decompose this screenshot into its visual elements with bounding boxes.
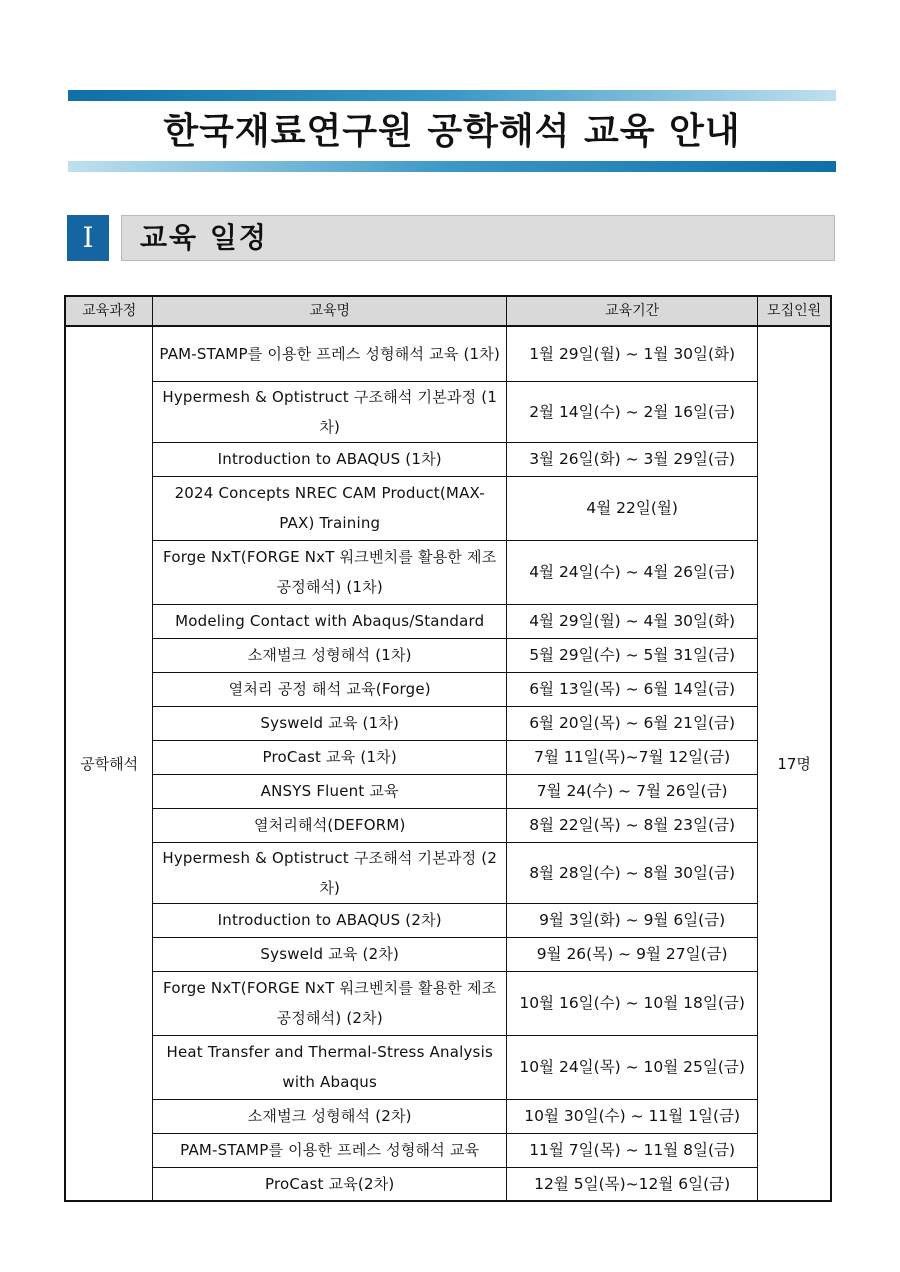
period-cell: 2월 14일(수) ~ 2월 16일(금) (507, 381, 758, 442)
course-name-cell: Introduction to ABAQUS (2차) (153, 903, 507, 937)
period-cell: 8월 28일(수) ~ 8월 30일(금) (507, 842, 758, 903)
period-cell: 10월 30일(수) ~ 11월 1일(금) (507, 1099, 758, 1133)
period-cell: 5월 29일(수) ~ 5월 31일(금) (507, 638, 758, 672)
course-name-cell: Heat Transfer and Thermal-Stress Analysis with Abaqus (153, 1035, 507, 1099)
title-top-bar (68, 90, 836, 101)
course-name-cell: Hypermesh & Optistruct 구조해석 기본과정 (1차) (153, 381, 507, 442)
table-row (65, 937, 831, 971)
course-name-cell: Modeling Contact with Abaqus/Standard (153, 604, 507, 638)
period-cell: 8월 22일(목) ~ 8월 23일(금) (507, 808, 758, 842)
table-row (65, 638, 831, 672)
period-cell: 3월 26일(화) ~ 3월 29일(금) (507, 442, 758, 476)
course-type-cell: 공학해석 (65, 326, 153, 1201)
table-row (65, 774, 831, 808)
table-row (65, 971, 831, 1035)
table-row (65, 672, 831, 706)
table-row (65, 1167, 831, 1201)
course-name-cell: 2024 Concepts NREC CAM Product(MAX-PAX) Training (153, 476, 507, 540)
period-cell: 7월 11일(목)~7월 12일(금) (507, 740, 758, 774)
table-row (65, 808, 831, 842)
table-header-row (65, 296, 831, 326)
period-cell: 10월 24일(목) ~ 10월 25일(금) (507, 1035, 758, 1099)
course-name-cell: Sysweld 교육 (2차) (153, 937, 507, 971)
table-row (65, 842, 831, 903)
table-row (65, 1133, 831, 1167)
title-bottom-bar (68, 161, 836, 172)
course-name-cell: Sysweld 교육 (1차) (153, 706, 507, 740)
course-name-cell: ProCast 교육(2차) (153, 1167, 507, 1201)
course-name-cell: PAM-STAMP를 이용한 프레스 성형해석 교육 (1차) (153, 326, 507, 381)
period-cell: 1월 29일(월) ~ 1월 30일(화) (507, 326, 758, 381)
table-row (65, 1035, 831, 1099)
table-row (65, 1099, 831, 1133)
header-capacity: 모집인원 (758, 296, 831, 326)
table-row (65, 604, 831, 638)
period-cell: 7월 24(수) ~ 7월 26일(금) (507, 774, 758, 808)
period-cell: 12월 5일(목)~12월 6일(금) (507, 1167, 758, 1201)
course-name-cell: 소재벌크 성형해석 (1차) (153, 638, 507, 672)
section-title: 교육 일정 (140, 221, 268, 254)
period-cell: 10월 16일(수) ~ 10월 18일(금) (507, 971, 758, 1035)
course-name-cell: 열처리 공정 해석 교육(Forge) (153, 672, 507, 706)
header-course-name: 교육명 (153, 296, 507, 326)
period-cell: 4월 22일(월) (507, 476, 758, 540)
table-row (65, 706, 831, 740)
table-row (65, 381, 831, 442)
period-cell: 6월 20일(목) ~ 6월 21일(금) (507, 706, 758, 740)
course-name-cell: 열처리해석(DEFORM) (153, 808, 507, 842)
period-cell: 9월 26(목) ~ 9월 27일(금) (507, 937, 758, 971)
course-name-cell: Forge NxT(FORGE NxT 워크벤치를 활용한 제조공정해석) (1차) (153, 540, 507, 604)
schedule-table (64, 295, 832, 1202)
header-course-type: 교육과정 (65, 296, 153, 326)
capacity-cell: 17명 (758, 326, 831, 1201)
course-name-cell: Hypermesh & Optistruct 구조해석 기본과정 (2차) (153, 842, 507, 903)
course-name-cell: Forge NxT(FORGE NxT 워크벤치를 활용한 제조공정해석) (2차) (153, 971, 507, 1035)
period-cell: 9월 3일(화) ~ 9월 6일(금) (507, 903, 758, 937)
course-name-cell: PAM-STAMP를 이용한 프레스 성형해석 교육 (153, 1133, 507, 1167)
table-row (65, 903, 831, 937)
period-cell: 11월 7일(목) ~ 11월 8일(금) (507, 1133, 758, 1167)
period-cell: 4월 29일(월) ~ 4월 30일(화) (507, 604, 758, 638)
table-row (65, 540, 831, 604)
table-row (65, 326, 831, 381)
course-name-cell: Introduction to ABAQUS (1차) (153, 442, 507, 476)
course-name-cell: ProCast 교육 (1차) (153, 740, 507, 774)
table-row (65, 442, 831, 476)
page-title: 한국재료연구원 공학해석 교육 안내 (163, 111, 741, 152)
period-cell: 6월 13일(목) ~ 6월 14일(금) (507, 672, 758, 706)
header-period: 교육기간 (507, 296, 758, 326)
course-name-cell: 소재벌크 성형해석 (2차) (153, 1099, 507, 1133)
course-name-cell: ANSYS Fluent 교육 (153, 774, 507, 808)
table-row (65, 740, 831, 774)
section-number: I (67, 215, 109, 261)
table-row (65, 476, 831, 540)
period-cell: 4월 24일(수) ~ 4월 26일(금) (507, 540, 758, 604)
